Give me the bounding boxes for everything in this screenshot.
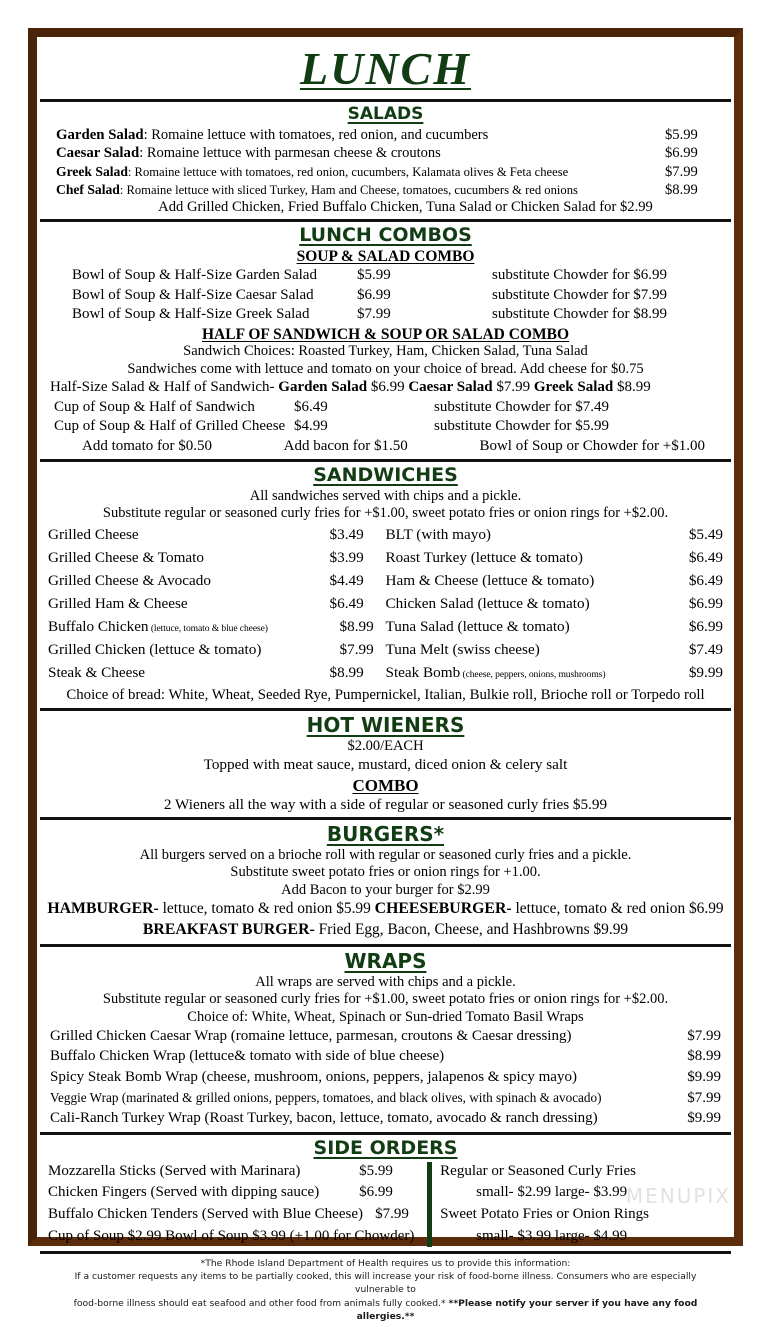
- wieners-toppings: Topped with meat sauce, mustard, diced onion & celery salt: [46, 756, 725, 774]
- list-item: [46, 1088, 725, 1109]
- caesar-salad-label: Caesar Salad: [408, 379, 492, 395]
- list-item: [386, 523, 724, 546]
- fries-title: Regular or Seasoned Curly Fries: [440, 1161, 723, 1183]
- side-name: Buffalo Chicken Tenders (Served with Blue Cheese): [48, 1204, 375, 1226]
- salad-name: Chef Salad: [56, 182, 120, 197]
- salad-desc: : Romaine lettuce with tomatoes, red onion, cucumbers, Kalamata olives & Feta cheese: [128, 165, 568, 179]
- salad-desc: : Romaine lettuce with tomatoes, red onion, and cucumbers: [144, 127, 489, 143]
- list-item: [46, 286, 725, 306]
- sandwich-name: [48, 615, 340, 638]
- sandwiches-note-1: All sandwiches served with chips and a pickle.: [46, 488, 725, 505]
- garden-salad-price: $6.99: [371, 379, 405, 395]
- caesar-salad-price: $7.99: [496, 379, 530, 395]
- combo-alt: substitute Chowder for $5.99: [434, 417, 725, 437]
- list-item: [48, 661, 386, 684]
- hamburger-label: HAMBURGER-: [47, 900, 158, 917]
- breakfast-burger-desc: Fried Egg, Bacon, Cheese, and Hashbrowns $9.99: [315, 921, 628, 938]
- wrap-price: $8.99: [659, 1046, 721, 1067]
- side-soup-line: Cup of Soup $2.99 Bowl of Soup $3.99 (+1.00 for Chowder): [48, 1226, 419, 1248]
- sandwich-price: $3.49: [330, 523, 386, 546]
- list-item: [48, 1161, 419, 1183]
- list-item: [46, 1067, 725, 1088]
- side-price: $6.99: [359, 1182, 419, 1204]
- sandwich-name: [48, 661, 330, 684]
- wrap-name: Cali-Ranch Turkey Wrap (Roast Turkey, bacon, lettuce, tomato, avocado & ranch dressing): [50, 1108, 659, 1129]
- burgers-heading-text: BURGERS*: [327, 822, 444, 846]
- menu-content: [40, 40, 731, 1234]
- sandwich-name: [386, 523, 668, 546]
- list-item: [46, 126, 725, 144]
- wrap-name: Grilled Chicken Caesar Wrap (romaine lettuce, parmesan, croutons & Caesar dressing): [50, 1026, 659, 1047]
- list-item: [46, 1026, 725, 1047]
- list-item: [48, 546, 386, 569]
- salad-desc: : Romaine lettuce with sliced Turkey, Ham and Cheese, tomatoes, cucumbers & red onions: [120, 183, 578, 197]
- extra-add-bacon: Add bacon for $1.50: [284, 437, 408, 457]
- section-side-orders: [40, 1132, 731, 1251]
- list-item: [46, 1046, 725, 1067]
- allergy-notice: **Please notify your server if you have any food allergies.**: [357, 1298, 698, 1322]
- salad-price: $7.99: [665, 163, 725, 181]
- breakfast-burger-label: BREAKFAST BURGER-: [143, 921, 315, 938]
- salads-heading: [46, 105, 725, 125]
- burgers-note-1: All burgers served on a brioche roll with regular or seasoned curly fries and a pickle.: [46, 847, 725, 864]
- burger-main-line: [46, 899, 725, 920]
- sandwiches-columns: [46, 523, 725, 685]
- footer-line-3a: food-borne illness should eat seafood and other food from animals fully cooked.*: [74, 1298, 449, 1309]
- sandwich-price: $6.49: [330, 592, 386, 615]
- combo-price: $5.99: [357, 266, 492, 286]
- sandwich-price: $8.99: [340, 615, 386, 638]
- list-item: [386, 592, 724, 615]
- wieners-combo-heading-text: COMBO: [352, 776, 418, 795]
- list-item: [386, 615, 724, 638]
- sweet-potato-sizes: small- $3.99 large- $4.99: [440, 1226, 723, 1248]
- wieners-heading: [46, 714, 725, 737]
- combo-extras: [46, 437, 725, 457]
- list-item: [46, 266, 725, 286]
- footer-line-1: *The Rhode Island Department of Health requires us to provide this information:: [50, 1257, 721, 1270]
- burgers-note-2: Substitute sweet potato fries or onion rings for +1.00.: [46, 864, 725, 881]
- sandwich-name: [386, 615, 668, 638]
- sandwich-name-text: Tuna Salad (lettuce & tomato): [386, 618, 570, 635]
- sides-right-column: [440, 1161, 723, 1248]
- sides-vertical-divider: [427, 1162, 432, 1247]
- salad-name-desc: [56, 144, 665, 162]
- garden-salad-label: Garden Salad: [278, 379, 367, 395]
- combo-alt: substitute Chowder for $7.99: [492, 286, 725, 306]
- sandwich-name: [48, 638, 340, 661]
- footer-line-2: If a customer requests any items to be partially cooked, this will increase your risk of food-borne illness. Consumers who are especially vulnerable to: [50, 1270, 721, 1297]
- hamburger-desc: lettuce, tomato & red onion $5.99: [159, 900, 375, 917]
- burgers-note-3: Add Bacon to your burger for $2.99: [46, 882, 725, 899]
- section-hot-wieners: [40, 708, 731, 816]
- combo-alt: substitute Chowder for $7.49: [434, 398, 725, 418]
- sandwich-name-text: Chicken Salad (lettuce & tomato): [386, 595, 590, 612]
- salad-desc: : Romaine lettuce with parmesan cheese & croutons: [139, 145, 441, 161]
- list-item: [48, 615, 386, 638]
- sandwiches-bread-line: Choice of bread: White, Wheat, Seeded Rye, Pumpernickel, Italian, Bulkie roll, Brioche roll or Torpedo roll: [46, 685, 725, 706]
- sandwiches-right-column: [386, 523, 724, 685]
- sides-columns: [46, 1161, 725, 1248]
- list-item: [46, 144, 725, 162]
- wrap-price: $9.99: [659, 1067, 721, 1088]
- sandwich-name: [386, 546, 668, 569]
- wraps-note-2: Substitute regular or seasoned curly fries for +$1.00, sweet potato fries or onion rings for +$2.00.: [46, 991, 725, 1008]
- salad-price: $5.99: [665, 126, 725, 144]
- extra-bowl-soup: Bowl of Soup or Chowder for +$1.00: [479, 437, 705, 457]
- sandwich-choices-note: Sandwich Choices: Roasted Turkey, Ham, Chicken Salad, Tuna Salad: [46, 343, 725, 360]
- page-title: LUNCH: [294, 44, 477, 95]
- half-sandwich-combo-heading-text: HALF OF SANDWICH & SOUP OR SALAD COMBO: [202, 326, 569, 343]
- sandwich-detail: (cheese, peppers, onions, mushrooms): [460, 669, 605, 680]
- wraps-note-1: All wraps are served with chips and a pickle.: [46, 974, 725, 991]
- section-sandwiches: [40, 459, 731, 708]
- section-salads: [40, 99, 731, 219]
- sandwich-name: [386, 661, 668, 684]
- salads-addon-note: Add Grilled Chicken, Fried Buffalo Chicken, Tuna Salad or Chicken Salad for $2.99: [46, 199, 725, 217]
- greek-salad-label: Greek Salad: [534, 379, 613, 395]
- half-sandwich-combo-heading: [46, 325, 725, 344]
- sandwich-name-text: BLT (with mayo): [386, 526, 491, 543]
- wrap-price: $7.99: [659, 1026, 721, 1047]
- half-salad-lead: Half-Size Salad & Half of Sandwich-: [50, 379, 275, 395]
- sandwich-price: $3.99: [330, 546, 386, 569]
- list-item: [48, 1204, 419, 1226]
- sandwich-price: $7.49: [667, 638, 723, 661]
- sandwich-name-text: Steak & Cheese: [48, 664, 145, 681]
- salad-name: Greek Salad: [56, 164, 128, 179]
- wrap-price: $7.99: [679, 1088, 721, 1109]
- sandwich-name-text: Grilled Cheese & Avocado: [48, 572, 211, 589]
- menu-title-bar: [40, 40, 731, 99]
- sandwiches-note-2: Substitute regular or seasoned curly fries for +$1.00, sweet potato fries or onion rings for +$2.00.: [46, 505, 725, 522]
- sides-left-column: [48, 1161, 425, 1248]
- fries-sizes: small- $2.99 large- $3.99: [440, 1182, 723, 1204]
- sandwiches-heading: [46, 465, 725, 487]
- sandwich-name: [386, 569, 668, 592]
- sandwich-name-text: Roast Turkey (lettuce & tomato): [386, 549, 583, 566]
- combo-name: Bowl of Soup & Half-Size Caesar Salad: [72, 286, 357, 306]
- wieners-combo-line: 2 Wieners all the way with a side of regular or seasoned curly fries $5.99: [46, 796, 725, 814]
- sandwich-name: [48, 569, 330, 592]
- sandwich-price: $6.49: [667, 569, 723, 592]
- sandwich-bread-note: Sandwiches come with lettuce and tomato on your choice of bread. Add cheese for $0.75: [46, 361, 725, 378]
- combo-name: Bowl of Soup & Half-Size Garden Salad: [72, 266, 357, 286]
- sandwich-price: $9.99: [667, 661, 723, 684]
- sandwich-price: $5.49: [667, 523, 723, 546]
- section-burgers: [40, 817, 731, 944]
- sides-heading-text: SIDE ORDERS: [314, 1137, 458, 1159]
- salad-name: Caesar Salad: [56, 145, 139, 161]
- soup-salad-combo-heading-text: SOUP & SALAD COMBO: [297, 248, 475, 265]
- sandwich-price: $6.99: [667, 615, 723, 638]
- extra-add-tomato: Add tomato for $0.50: [82, 437, 212, 457]
- breakfast-burger-line: [46, 920, 725, 941]
- burgers-heading: [46, 823, 725, 846]
- list-item: [46, 163, 725, 181]
- list-item: [46, 181, 725, 199]
- list-item: [48, 1182, 419, 1204]
- sandwich-name-text: Ham & Cheese (lettuce & tomato): [386, 572, 595, 589]
- salad-price: $8.99: [665, 181, 725, 199]
- side-name: Chicken Fingers (Served with dipping sauce): [48, 1182, 359, 1204]
- combo-name: Cup of Soup & Half of Grilled Cheese: [54, 417, 294, 437]
- wrap-name: Veggie Wrap (marinated & grilled onions, peppers, tomatoes, and black olives, with spinach & avocado): [50, 1089, 679, 1107]
- sandwich-name-text: Steak Bomb: [386, 664, 461, 681]
- menu-frame: [28, 28, 743, 1246]
- sandwich-price: $4.49: [330, 569, 386, 592]
- wieners-price: $2.00/EACH: [46, 738, 725, 755]
- wieners-heading-text: HOT WIENERS: [307, 713, 465, 737]
- cheeseburger-label: CHEESEBURGER-: [375, 900, 512, 917]
- wrap-name: Buffalo Chicken Wrap (lettuce& tomato with side of blue cheese): [50, 1046, 659, 1067]
- sandwich-name: [386, 638, 668, 661]
- sandwich-name-text: Buffalo Chicken: [48, 618, 149, 635]
- list-item: [48, 638, 386, 661]
- list-item: [386, 546, 724, 569]
- sandwiches-heading-text: SANDWICHES: [313, 464, 458, 486]
- wrap-name: Spicy Steak Bomb Wrap (cheese, mushroom, onions, peppers, jalapenos & spicy mayo): [50, 1067, 659, 1088]
- sandwich-name-text: Tuna Melt (swiss cheese): [386, 641, 540, 658]
- sandwich-detail: (lettuce, tomato & blue cheese): [149, 623, 268, 634]
- sandwich-name: [48, 592, 330, 615]
- sweet-potato-title: Sweet Potato Fries or Onion Rings: [440, 1204, 723, 1226]
- soup-salad-combo-heading: [46, 248, 725, 266]
- list-item: [46, 305, 725, 325]
- footer-disclaimer: [40, 1251, 731, 1327]
- side-name: Mozzarella Sticks (Served with Marinara): [48, 1161, 359, 1183]
- list-item: [48, 569, 386, 592]
- combo-name: Cup of Soup & Half of Sandwich: [54, 398, 294, 418]
- combo-price: $6.49: [294, 398, 434, 418]
- sandwich-name-text: Grilled Ham & Cheese: [48, 595, 188, 612]
- sandwiches-left-column: [48, 523, 386, 685]
- combo-price: $6.99: [357, 286, 492, 306]
- list-item: [48, 523, 386, 546]
- sandwich-price: $7.99: [340, 638, 386, 661]
- salads-heading-text: SALADS: [348, 104, 424, 124]
- sandwich-name-text: Grilled Cheese & Tomato: [48, 549, 204, 566]
- list-item: [46, 417, 725, 437]
- sandwich-name: [48, 546, 330, 569]
- sandwich-name: [386, 592, 668, 615]
- sandwich-price: $8.99: [330, 661, 386, 684]
- salad-price: $6.99: [665, 144, 725, 162]
- list-item: [48, 592, 386, 615]
- list-item: [386, 661, 724, 684]
- salad-name-desc: [56, 182, 665, 199]
- side-price: $5.99: [359, 1161, 419, 1183]
- sandwich-name-text: Grilled Cheese: [48, 526, 139, 543]
- half-salad-sandwich-line: [46, 378, 725, 398]
- footer-line-3: [50, 1297, 721, 1324]
- sandwich-price: $6.49: [667, 546, 723, 569]
- wieners-combo-heading: [46, 774, 725, 796]
- list-item: [386, 638, 724, 661]
- combo-price: $7.99: [357, 305, 492, 325]
- wrap-price: $9.99: [659, 1108, 721, 1129]
- combo-name: Bowl of Soup & Half-Size Greek Salad: [72, 305, 357, 325]
- salad-name: Garden Salad: [56, 127, 144, 143]
- section-wraps: [40, 944, 731, 1132]
- combo-price: $4.99: [294, 417, 434, 437]
- sandwich-price: $6.99: [667, 592, 723, 615]
- combo-alt: substitute Chowder for $8.99: [492, 305, 725, 325]
- sides-heading: [46, 1138, 725, 1160]
- combos-heading: [46, 225, 725, 247]
- salad-name-desc: [56, 126, 665, 144]
- combo-alt: substitute Chowder for $6.99: [492, 266, 725, 286]
- wraps-note-3: Choice of: White, Wheat, Spinach or Sun-dried Tomato Basil Wraps: [46, 1009, 725, 1026]
- side-price: $7.99: [375, 1204, 419, 1226]
- combos-heading-text: LUNCH COMBOS: [299, 224, 472, 246]
- sandwich-name: [48, 523, 330, 546]
- section-lunch-combos: [40, 219, 731, 459]
- salad-name-desc: [56, 164, 665, 181]
- sandwich-name-text: Grilled Chicken (lettuce & tomato): [48, 641, 261, 658]
- list-item: [386, 569, 724, 592]
- greek-salad-price: $8.99: [617, 379, 651, 395]
- wraps-heading: [46, 950, 725, 973]
- cheeseburger-desc: lettuce, tomato & red onion $6.99: [512, 900, 724, 917]
- wraps-heading-text: WRAPS: [344, 949, 426, 973]
- list-item: [46, 1108, 725, 1129]
- list-item: [46, 398, 725, 418]
- watermark: MENUPIX: [626, 1184, 731, 1208]
